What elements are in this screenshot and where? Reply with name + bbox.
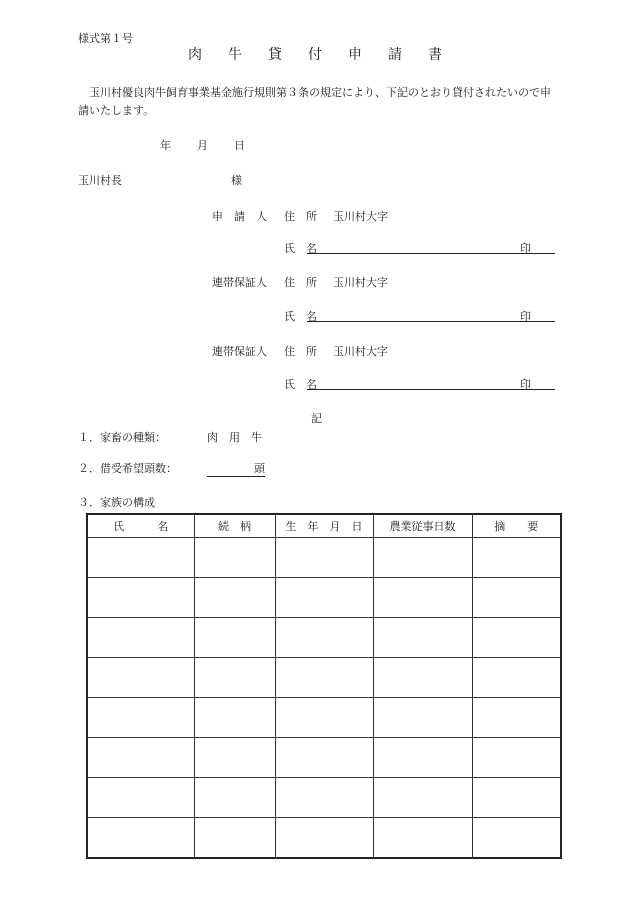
applicant-seal-mark: 印 (520, 242, 531, 255)
guarantor1-address-field[interactable]: 玉川村大字 (333, 276, 388, 289)
date-day-label: 日 (234, 139, 245, 152)
table-cell[interactable] (87, 698, 194, 738)
table-row (87, 778, 561, 818)
table-cell[interactable] (87, 618, 194, 658)
title-char: 書 (428, 47, 442, 63)
table-cell[interactable] (194, 578, 275, 618)
table-cell[interactable] (472, 818, 561, 859)
guarantor2-seal-mark: 印 (520, 378, 531, 391)
recipient: 玉川村長 (78, 174, 122, 187)
guarantor2-address-field[interactable]: 玉川村大字 (333, 345, 388, 358)
table-cell[interactable] (373, 818, 472, 859)
family-structure-label: ３．家族の構成 (78, 496, 155, 509)
table-row (87, 818, 561, 859)
table-cell[interactable] (194, 818, 275, 859)
table-cell[interactable] (373, 698, 472, 738)
title-char: 付 (308, 47, 322, 63)
table-cell[interactable] (194, 738, 275, 778)
table-cell[interactable] (472, 578, 561, 618)
applicant-name-field[interactable] (307, 240, 555, 254)
title-char: 請 (388, 47, 402, 63)
date-line (160, 137, 271, 153)
table-cell[interactable] (373, 578, 472, 618)
applicant-role: 申 請 人 (212, 210, 267, 223)
applicant-address-label: 住 所 (284, 210, 317, 223)
table-cell[interactable] (472, 738, 561, 778)
table-cell[interactable] (472, 698, 561, 738)
table-row (87, 658, 561, 698)
header-name: 氏 名 (87, 514, 194, 538)
table-cell[interactable] (275, 618, 373, 658)
honorific: 様 (231, 174, 242, 187)
guarantor2-name-field[interactable] (307, 376, 555, 390)
table-cell[interactable] (194, 618, 275, 658)
table-cell[interactable] (275, 698, 373, 738)
table-cell[interactable] (472, 778, 561, 818)
family-table (86, 513, 562, 859)
table-cell[interactable] (194, 538, 275, 578)
table-cell[interactable] (373, 738, 472, 778)
livestock-type-value: 肉 用 牛 (207, 431, 262, 444)
guarantor1-name-field[interactable] (307, 308, 555, 322)
title-char: 申 (348, 47, 362, 63)
table-row (87, 618, 561, 658)
head-count-label: ２．借受希望頭数： (78, 462, 177, 475)
table-cell[interactable] (87, 738, 194, 778)
table-cell[interactable] (194, 658, 275, 698)
table-cell[interactable] (87, 578, 194, 618)
table-row (87, 538, 561, 578)
table-cell[interactable] (194, 778, 275, 818)
table-row (87, 578, 561, 618)
record-mark: 記 (311, 412, 322, 425)
applicant-address-field[interactable]: 玉川村大字 (333, 210, 388, 223)
table-cell[interactable] (472, 538, 561, 578)
guarantor2-address-label: 住 所 (284, 345, 317, 358)
table-cell[interactable] (373, 618, 472, 658)
table-cell[interactable] (275, 538, 373, 578)
table-cell[interactable] (275, 578, 373, 618)
table-cell[interactable] (373, 538, 472, 578)
guarantor1-role: 連帯保証人 (212, 276, 267, 289)
intro-paragraph: 玉川村優良肉牛飼育事業基金施行規則第３条の規定により、下記のとおり貸付されたいので申請いたします。 (78, 86, 551, 117)
table-cell[interactable] (87, 818, 194, 859)
document-title (0, 44, 630, 64)
table-cell[interactable] (275, 778, 373, 818)
guarantor2-name-label: 氏 名 (284, 378, 317, 391)
title-char: 貸 (268, 47, 282, 63)
guarantor1-name-label: 氏 名 (284, 310, 317, 323)
table-cell[interactable] (472, 618, 561, 658)
livestock-type-label: １．家畜の種類： (78, 431, 166, 444)
guarantor2-role: 連帯保証人 (212, 345, 267, 358)
table-row (87, 738, 561, 778)
table-cell[interactable] (87, 778, 194, 818)
table-cell[interactable] (87, 538, 194, 578)
table-cell[interactable] (373, 658, 472, 698)
table-cell[interactable] (373, 778, 472, 818)
table-cell[interactable] (87, 658, 194, 698)
head-count-field[interactable]: 頭 (207, 460, 265, 477)
table-cell[interactable] (275, 658, 373, 698)
table-cell[interactable] (194, 698, 275, 738)
table-cell[interactable] (472, 658, 561, 698)
header-relationship: 続 柄 (194, 514, 275, 538)
table-cell[interactable] (275, 818, 373, 859)
guarantor1-address-label: 住 所 (284, 276, 317, 289)
form-number: 様式第１号 (78, 32, 133, 45)
table-row (87, 698, 561, 738)
date-month-label: 月 (197, 139, 208, 152)
date-year-label: 年 (160, 139, 171, 152)
header-remarks: 摘 要 (472, 514, 561, 538)
guarantor1-seal-mark: 印 (520, 310, 531, 323)
table-header-row (87, 514, 561, 538)
table-cell[interactable] (275, 738, 373, 778)
title-char: 牛 (228, 47, 242, 63)
header-farm-days: 農業従事日数 (373, 514, 472, 538)
title-char: 肉 (188, 47, 202, 63)
header-birthdate: 生 年 月 日 (275, 514, 373, 538)
applicant-name-label: 氏 名 (284, 242, 317, 255)
